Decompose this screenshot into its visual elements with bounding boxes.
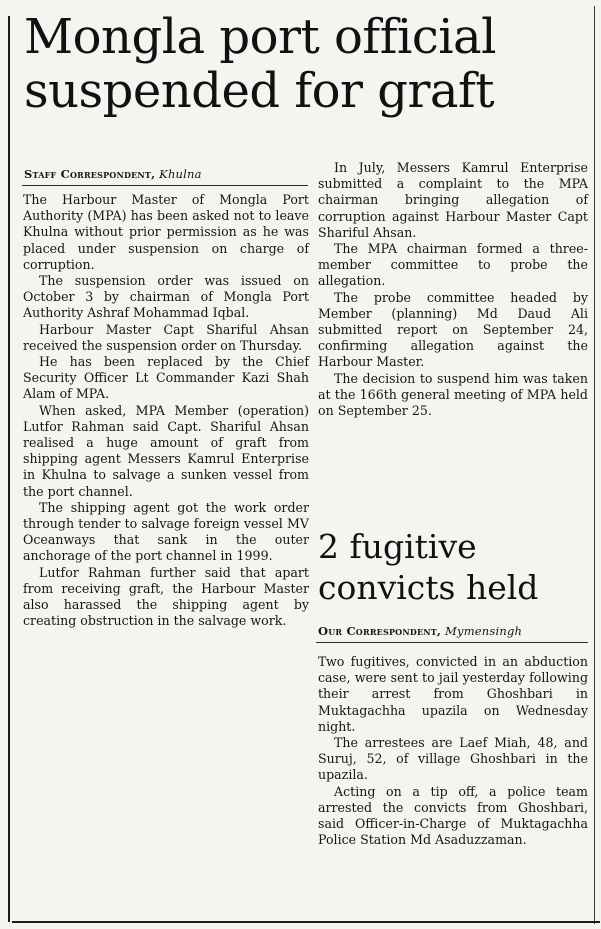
story1-col1-paragraph: The shipping agent got the work order through tender to salvage foreign vessel MV Oceanways that sank in the outer anchorage of the port channel in 1999. [23, 499, 309, 564]
story2-paragraph: The arrestees are Laef Miah, 48, and Suruj, 52, of village Ghoshbari in the upazila. [318, 735, 588, 783]
story2-byline-label: Our Correspondent, [318, 624, 442, 638]
left-column-rule [8, 16, 10, 922]
story1-column-1 [23, 192, 309, 629]
story1-headline-line2: suspended for graft [24, 63, 495, 119]
story1-col2-paragraph: The decision to suspend him was taken at the 166th general meeting of MPA held on September 25. [318, 370, 588, 419]
story1-col1-paragraph: He has been replaced by the Chief Security Officer Lt Commander Kazi Shah Alam of MPA. [23, 354, 309, 402]
story1-col1-paragraph: When asked, MPA Member (operation) Lutfor Rahman said Capt. Shariful Ahsan realised a huge amount of graft from shipping agent Messers Kamrul Enterprise in Khulna to salvage a sunken vessel from the port channel. [23, 402, 309, 499]
story2-byline-place: Mymensingh [445, 624, 523, 638]
story1-col1-paragraph: Harbour Master Capt Shariful Ahsan received the suspension order on Thursday. [23, 321, 309, 353]
story1-byline-place: Khulna [159, 167, 202, 181]
bottom-rule [12, 921, 600, 923]
story1-col1-paragraph: Lutfor Rahman further said that apart from receiving graft, the Harbour Master also harassed the shipping agent by creating obstruction in the salvage work. [23, 564, 309, 629]
story2-paragraph: Two fugitives, convicted in an abduction case, were sent to jail yesterday following their arrest from Ghoshbari in Muktagachha upazila on Wednesday night. [318, 654, 588, 734]
story2-headline-line2: convicts held [318, 568, 539, 607]
story1-byline [24, 167, 202, 182]
story1-column-2 [318, 160, 588, 419]
story2-byline [318, 624, 522, 639]
story1-col2-paragraph: In July, Messers Kamrul Enterprise submitted a complaint to the MPA chairman bringing allegation of corruption against Harbour Master Capt Shariful Ahsan. [318, 160, 588, 240]
story2-byline-rule [316, 642, 588, 643]
story1-byline-rule [22, 185, 308, 186]
story1-col2-paragraph: The probe committee headed by Member (planning) Md Daud Ali submitted report on September 24, confirming allegation against the Harbour Master. [318, 289, 588, 370]
story1-headline [24, 10, 584, 118]
story1-col1-paragraph: The suspension order was issued on October 3 by chairman of Mongla Port Authority Ashraf Mohammad Iqbal. [23, 273, 309, 321]
story1-headline-line1: Mongla port official [24, 9, 497, 65]
story1-col2-paragraph: The MPA chairman formed a three-member committee to probe the allegation. [318, 241, 588, 289]
story2-paragraph: Acting on a tip off, a police team arrested the convicts from Ghoshbari, said Officer-in-Charge of Muktagachha Police Station Md Asaduzzaman. [318, 783, 588, 848]
story2-headline-line1: 2 fugitive [318, 527, 477, 566]
right-edge-rule [594, 6, 595, 924]
story1-byline-label: Staff Correspondent, [24, 167, 156, 181]
story2-column [318, 654, 588, 848]
story1-col1-paragraph: The Harbour Master of Mongla Port Authority (MPA) has been asked not to leave Khulna without prior permission as he was placed under suspension on charge of corruption. [23, 192, 309, 272]
story2-headline [318, 526, 588, 608]
